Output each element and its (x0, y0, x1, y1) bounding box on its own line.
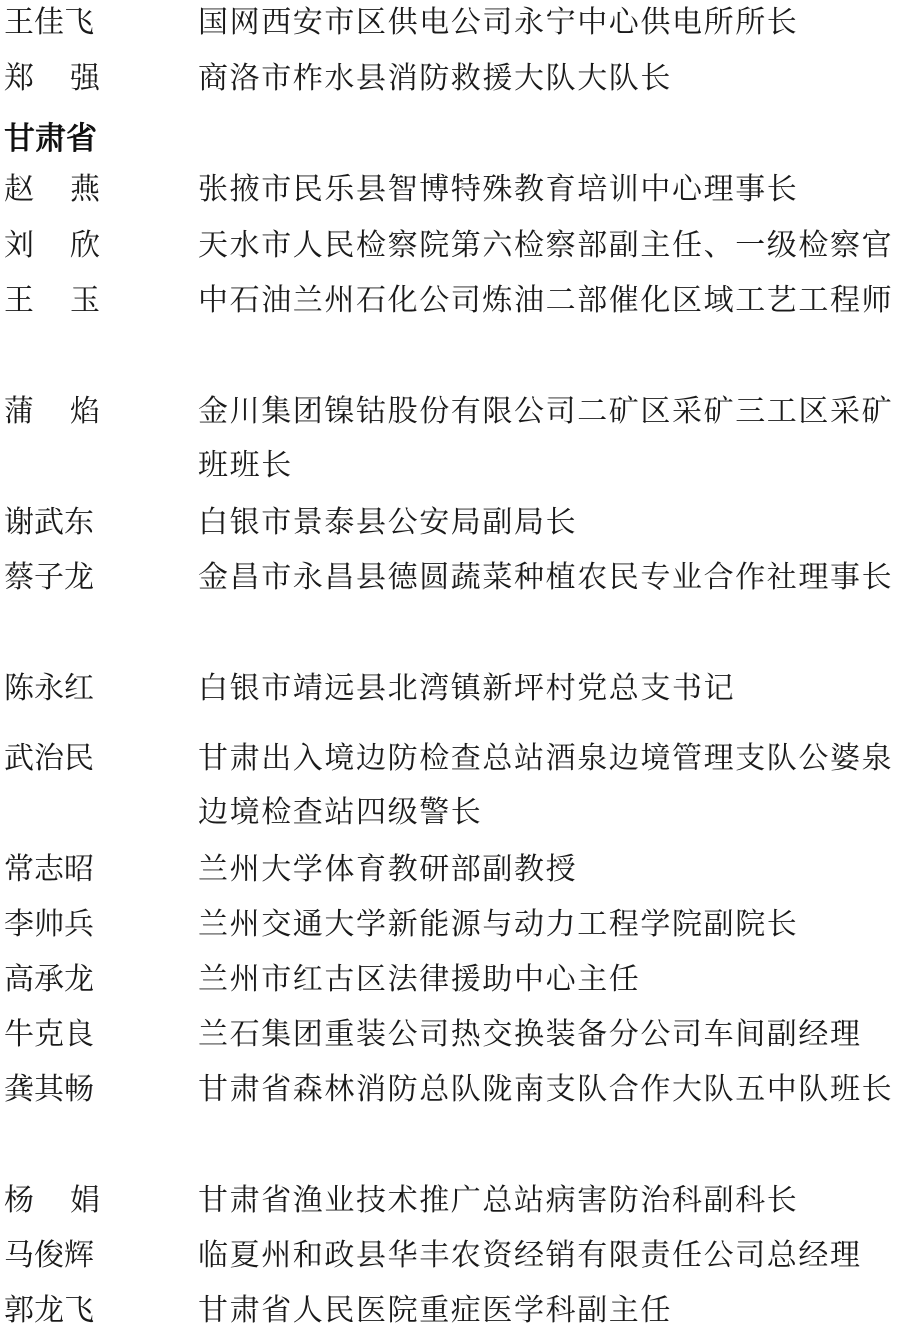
person-name: 陈永红 (4, 671, 94, 706)
person-title: 临夏州和政县华丰农资经销有限责任公司总经理 (198, 1238, 862, 1273)
person-title: 兰州市红古区法律援助中心主任 (198, 962, 641, 997)
person-title: 甘肃省森林消防总队陇南支队合作大队五中队班长 (198, 1072, 894, 1107)
person-name: 郭龙飞 (4, 1293, 94, 1328)
person-name: 马俊辉 (4, 1238, 94, 1273)
person-name: 常志昭 (4, 852, 94, 887)
person-name: 牛克良 (4, 1017, 94, 1052)
person-title: 中石油兰州石化公司炼油二部催化区域工艺工程师 (198, 283, 894, 318)
person-name: 蔡子龙 (4, 560, 94, 595)
person-name: 李帅兵 (4, 907, 94, 942)
person-title: 国网西安市区供电公司永宁中心供电所所长 (198, 5, 799, 40)
person-title: 兰石集团重装公司热交换装备分公司车间副经理 (198, 1017, 862, 1052)
person-name: 龚其畅 (4, 1072, 94, 1107)
person-name: 赵 燕 (4, 172, 100, 207)
person-name: 郑 强 (4, 61, 100, 96)
person-title: 白银市景泰县公安局副局长 (198, 505, 578, 540)
person-name: 武治民 (4, 741, 94, 776)
person-name: 王 玉 (4, 283, 100, 318)
person-title: 甘肃出入境边防检查总站酒泉边境管理支队公婆泉边境检查站四级警长 (198, 741, 894, 830)
person-title: 甘肃省人民医院重症医学科副主任 (198, 1293, 672, 1328)
province-heading: 甘肃省 (4, 121, 97, 157)
person-name: 王佳飞 (4, 5, 94, 40)
person-name: 刘 欣 (4, 228, 100, 263)
person-title: 兰州大学体育教研部副教授 (198, 852, 578, 887)
person-title: 张掖市民乐县智博特殊教育培训中心理事长 (198, 172, 799, 207)
person-title: 金川集团镍钴股份有限公司二矿区采矿三工区采矿班班长 (198, 394, 894, 483)
person-title: 兰州交通大学新能源与动力工程学院副院长 (198, 907, 799, 942)
person-title: 天水市人民检察院第六检察部副主任、一级检察官 (198, 228, 894, 263)
person-name: 谢武东 (4, 505, 94, 540)
person-name: 蒲 焰 (4, 394, 100, 429)
person-title: 白银市靖远县北湾镇新坪村党总支书记 (198, 671, 736, 706)
person-title: 甘肃省渔业技术推广总站病害防治科副科长 (198, 1183, 799, 1218)
person-title: 金昌市永昌县德圆蔬菜种植农民专业合作社理事长 (198, 560, 894, 595)
person-title: 商洛市柞水县消防救援大队大队长 (198, 61, 672, 96)
person-name: 高承龙 (4, 962, 94, 997)
person-name: 杨 娟 (4, 1183, 100, 1218)
